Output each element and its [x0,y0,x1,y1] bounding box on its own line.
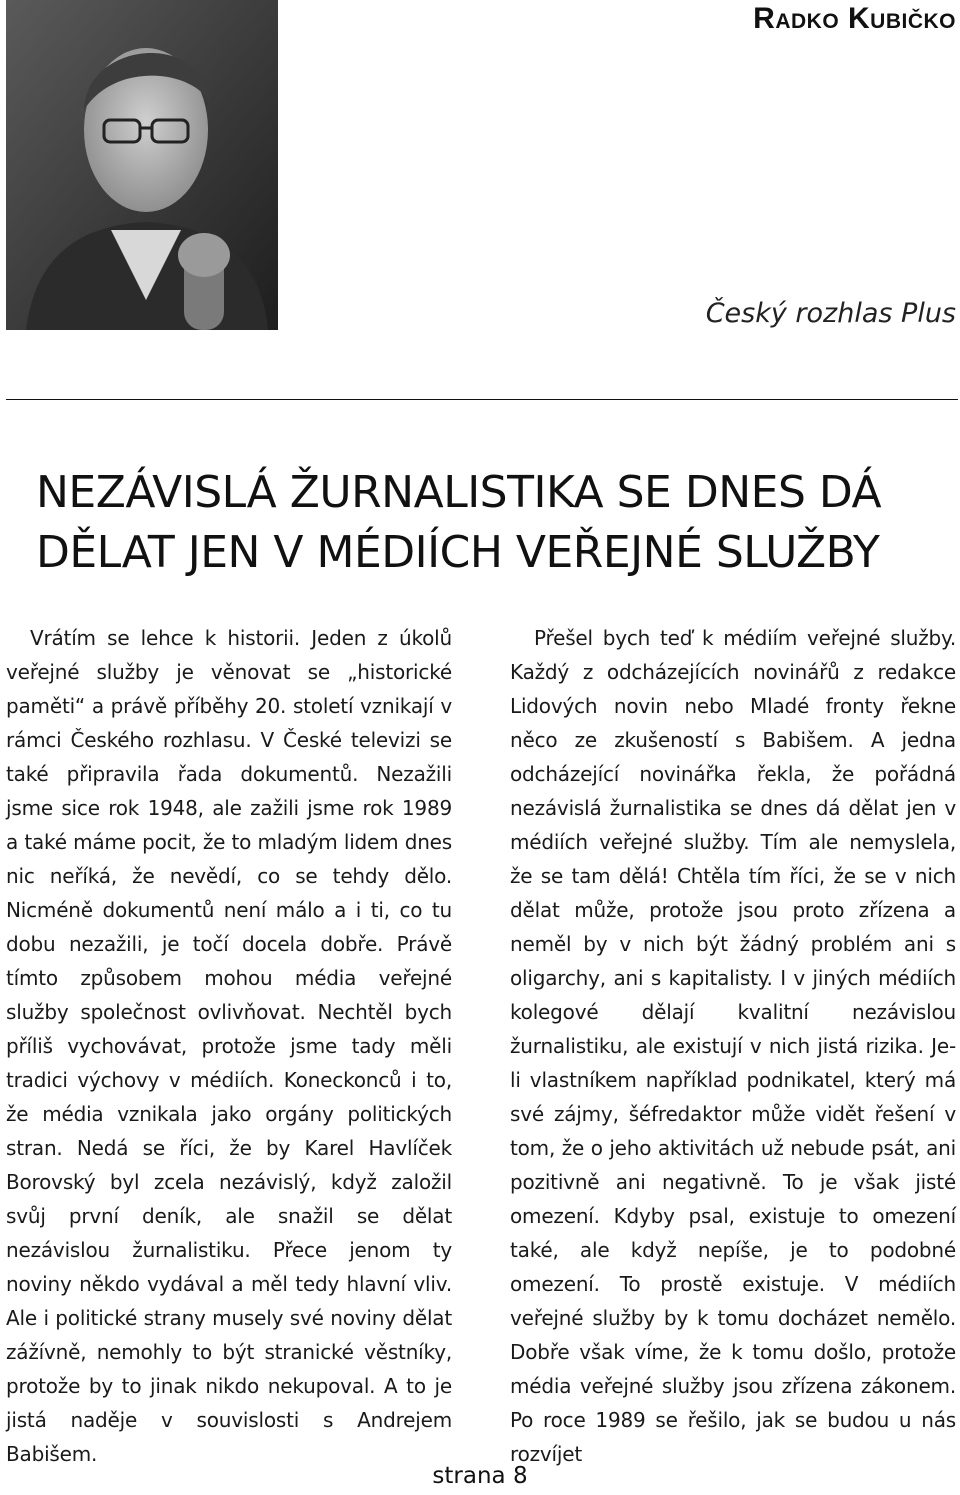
author-name: Radko Kubičko [753,2,956,35]
portrait-photo [6,0,278,330]
media-outlet: Český rozhlas Plus [705,298,956,329]
portrait-icon [6,0,278,330]
article-column-left: Vrátím se lehce k historii. Jeden z úkolů veřejné služby je věnovat se „historické paměti“ a právě příběhy 20. století vznikají v rámci Českého rozhlasu. V České televizi se také připravila řada dokumentů. Nezažili jsme sice rok 1948, ale zažili jsme rok 1989 a také máme pocit, že to mladým lidem dnes nic neříká, že nevědí, co se tehdy dělo. Nicméně dokumentů není málo a i ti, co tu dobu nezažili, je točí docela dobře. Právě tímto způsobem mohou média veřejné služby společnost ovlivňovat. Nechtěl bych příliš vychovávat, protože jsme tady měli tradici výchovy v médiích. Koneckonců i to, že média vznikala jako orgány politických stran. Nedá se říci, že by Karel Havlíček Borovský byl zcela nezávislý, když založil svůj první deník, ale snažil se dělat nezávislou žurnalistiku. Přece jenom ty noviny někdo vydával a měl tedy hlavní vliv. Ale i politické strany musely své noviny dělat zážívně, nemohly to být stranické věstníky, protože by to jinak nikdo nekupoval. A to je jistá naděje v souvislosti s Andrejem Babišem. [6,626,452,1466]
article-title: NEZÁVISLÁ ŽURNALISTIKA SE DNES DÁ DĚLAT JEN V MÉDIÍCH VEŘEJNÉ SLUŽBY [36,467,882,578]
page-number: strana 8 [432,1463,528,1489]
article-column-right: Přešel bych teď k médiím veřejné služby. Každý z odcházejících novinářů z redakce Lidových novin nebo Mladé fronty řekne něco ze zkušeností s Babišem. A jedna odcházející novinářka řekla, že pořádná nezávislá žurnalistika se dnes dá dělat jen v médiích veřejné služby. Tím ale nemyslela, že se tam dělá! Chtěla tím říci, že se v nich dělat může, protože jsou proto zřízena a neměl by v nich být žádný problém ani s oligarchy, ani s kapitalisty. I v jiných médiích kolegové dělají kvalitní nezávislou žurnalistiku, ale existují v nich jistá rizika. Je-li vlastníkem například podnikatel, který má své zájmy, šéfredaktor může vidět řešení v tom, že o jeho aktivitách už nebude psát, ani pozitivně ani negativně. To je však jisté omezení. Kdyby psal, existuje to omezení také, ale když nepíše, je to podobné omezení. To prostě existuje. V médiích veřejné služby by k tomu docházet nemělo. Dobře však víme, že k tomu došlo, protože média veřejné služby jsou zřízena zákonem. Po roce 1989 se řešilo, jak se budou u nás rozvíjet [510,626,956,1466]
divider-line [6,399,958,400]
